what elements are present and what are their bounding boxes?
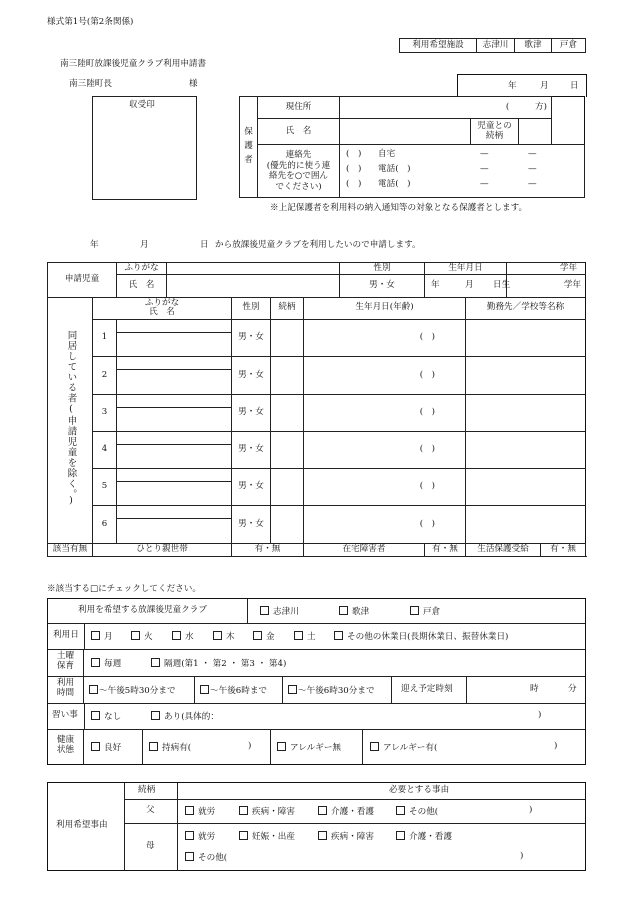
household-relation-field[interactable] [271, 320, 304, 357]
pickup-hour-unit: 時 [530, 684, 539, 694]
sat-option-label: 毎週 [104, 659, 122, 669]
contact-dash-1a: — [480, 149, 489, 160]
status-disabled: 在宅障害者 [304, 543, 425, 556]
club-option-label: 歌津 [352, 607, 370, 617]
reason-father-row [124, 799, 585, 824]
health-chronic-cell [142, 729, 271, 764]
club-option-shizugawa[interactable] [260, 606, 299, 618]
reason-label: 利用希望事由 [56, 820, 108, 830]
checkbox-icon [91, 631, 100, 640]
lesson-option-label: あり(具体的： [164, 712, 219, 722]
household-row-no: 6 [93, 506, 117, 543]
household-sex-header: 性別 [232, 297, 271, 319]
checkbox-icon [185, 852, 194, 861]
guardian-section-text: 保護者 [244, 127, 253, 165]
mother-other-close: ) [520, 851, 524, 861]
household-furigana-header: ふりがな [144, 297, 180, 308]
household-row-no: 5 [93, 469, 117, 506]
household-relation-field[interactable] [271, 506, 304, 543]
status-label: 該当有無 [48, 543, 93, 556]
reason-option-label: 就労 [198, 807, 216, 817]
form-title: 南三陸町放課後児童クラブ利用申請書 [60, 59, 207, 69]
contact-dash-2a: — [480, 164, 489, 175]
contact-extra [552, 145, 585, 198]
pickup-label: 迎え予定時刻 [401, 684, 453, 694]
contact-dash-2b: — [528, 164, 537, 175]
child-birth-day: 日生 [493, 279, 511, 290]
time-until-600[interactable] [200, 685, 267, 697]
child-label: 申請児童 [48, 263, 117, 298]
checkbox-icon [213, 631, 222, 640]
time-label-2: 時間 [56, 688, 75, 699]
father-work[interactable] [185, 806, 215, 818]
lesson-label-cell [48, 703, 85, 729]
father-care[interactable] [318, 806, 374, 818]
health-option-label: 良好 [104, 743, 122, 753]
guardian-relation-field[interactable] [519, 119, 552, 145]
lesson-none[interactable] [91, 711, 121, 723]
facility-tokura[interactable]: 戸倉 [552, 39, 586, 53]
contact-mark-3[interactable]: ( ) [346, 179, 362, 190]
household-age-field[interactable] [304, 357, 466, 394]
household-name-field[interactable] [117, 469, 232, 506]
reason-option-label: 疾病・障害 [252, 807, 295, 817]
apply-year: 年 [90, 240, 99, 250]
pickup-label-cell [391, 676, 467, 703]
health-allergy-close: ) [554, 741, 558, 751]
usage-club-row [48, 599, 585, 624]
reason-option-label: その他( [409, 807, 439, 817]
addressee-sama: 様 [189, 79, 198, 89]
sat-label-2: 保育 [56, 661, 75, 672]
status-single-parent: ひとり親世帯 [93, 543, 232, 556]
club-label: 利用を希望する放課後児童クラブ [78, 605, 207, 615]
checkbox-icon [294, 631, 303, 640]
contact-dash-3b: — [528, 179, 537, 190]
checkbox-icon [131, 631, 140, 640]
father-other[interactable] [396, 806, 438, 818]
pickup-minute-unit: 分 [568, 684, 577, 694]
checkbox-icon [260, 606, 269, 615]
status-disabled-value[interactable]: 有・無 [425, 543, 466, 556]
checkbox-icon [200, 685, 209, 694]
household-work-field[interactable] [466, 506, 586, 543]
day-label: 火 [144, 632, 153, 642]
sat-alternate-week[interactable] [151, 658, 286, 670]
household-birth-header: 生年月日(年齢) [304, 297, 466, 319]
father-label-cell [124, 799, 178, 823]
guardian-note: ※上記保護者を利用料の納入通知等の対象となる保護者とします。 [270, 203, 528, 213]
checkbox-icon [91, 711, 100, 720]
household-age-field[interactable] [304, 431, 466, 468]
contact-options[interactable] [340, 145, 552, 198]
usage-time-row [48, 676, 585, 704]
sat-option-label: 隔週(第1 ・ 第2 ・ 第3 ・ 第4) [164, 659, 287, 669]
reason-need-header: 必要とする事由 [389, 785, 450, 795]
day-fri[interactable] [253, 631, 275, 643]
household-relation-header: 続柄 [271, 297, 304, 319]
relation-label [471, 119, 519, 145]
time-option-cell [282, 676, 392, 703]
household-name-field[interactable] [117, 394, 232, 431]
contact-label [258, 145, 340, 198]
time-option-label: ～午後6時30分まで [298, 686, 375, 696]
apply-day: 日 [200, 240, 209, 250]
day-mon[interactable] [91, 631, 113, 643]
household-age-paren: ( ) [419, 406, 436, 417]
household-row [48, 320, 586, 357]
health-label-1: 健康 [56, 735, 75, 745]
day-label: 金 [266, 632, 275, 642]
relation-label-2: 続柄 [485, 130, 504, 141]
checkbox-icon [253, 631, 262, 640]
household-age-field[interactable] [304, 506, 466, 543]
child-furigana-field[interactable] [167, 263, 340, 275]
lesson-yes[interactable] [151, 711, 219, 723]
date-month: 月 [540, 81, 549, 91]
day-label: 木 [226, 632, 235, 642]
child-grade-label: 学年 [507, 263, 586, 275]
household-work-field[interactable] [466, 431, 586, 468]
child-birth-field[interactable] [425, 275, 511, 297]
check-note: ※該当する□にチェックしてください。 [47, 584, 201, 594]
apply-sentence: から放課後児童クラブを利用したいので申請します。 [215, 240, 421, 250]
household-age-field[interactable] [304, 394, 466, 431]
checkbox-icon [185, 806, 194, 815]
facility-shizugawa[interactable]: 志津川 [477, 39, 515, 53]
household-relation-field[interactable] [271, 469, 304, 506]
checkbox-icon [277, 742, 286, 751]
household-row-no: 4 [93, 431, 117, 468]
checkbox-icon [396, 831, 405, 840]
household-sex-value[interactable]: 男・女 [232, 320, 271, 357]
household-section-label [48, 297, 93, 543]
day-tue[interactable] [131, 631, 153, 643]
address-field[interactable] [340, 97, 552, 119]
household-age-paren: ( ) [419, 369, 436, 380]
household-row [48, 469, 586, 506]
mother-care[interactable] [396, 831, 452, 843]
checkbox-icon [185, 831, 194, 840]
child-grade-value: 学年 [563, 280, 582, 291]
health-allergy[interactable] [370, 742, 437, 754]
apply-month: 月 [140, 240, 149, 250]
reason-label-cell [48, 783, 125, 870]
household-sex-value[interactable]: 男・女 [232, 506, 271, 543]
checkbox-icon [334, 631, 343, 640]
child-name-label: 氏 名 [117, 275, 167, 297]
form-number: 様式第1号(第2条関係) [47, 17, 134, 27]
household-sex-value[interactable]: 男・女 [232, 431, 271, 468]
household-name-field[interactable] [117, 357, 232, 394]
date-day: 日 [570, 81, 579, 91]
club-label-cell [48, 599, 248, 623]
child-sex-label: 性別 [340, 263, 425, 275]
household-age-paren: ( ) [419, 481, 436, 492]
checkbox-icon [239, 806, 248, 815]
address-label: 現住所 [258, 97, 340, 119]
contact-home: 自宅 [378, 149, 396, 160]
guardian-table [239, 96, 585, 198]
reason-relation-header: 続柄 [138, 785, 156, 795]
child-sex-value[interactable]: 男・女 [340, 275, 425, 297]
contact-dash-1b: — [528, 149, 537, 160]
household-age-paren: ( ) [419, 518, 436, 529]
day-label: その他の休業日(長期休業日、振替休業日) [347, 632, 509, 642]
household-row [48, 394, 586, 431]
days-label-cell [48, 623, 85, 649]
checkbox-icon [288, 685, 297, 694]
contact-label-1: 連絡先 [285, 149, 312, 160]
sat-label-1: 土曜 [56, 651, 75, 661]
status-welfare: 生活保護受給 [466, 543, 541, 556]
lesson-option-label: なし [104, 712, 122, 722]
reason-option-label: 妊娠・出産 [252, 832, 295, 842]
household-relation-field[interactable] [271, 394, 304, 431]
father-label: 父 [146, 805, 155, 815]
mother-pregnancy[interactable] [239, 831, 295, 843]
health-no-allergy[interactable] [277, 742, 341, 754]
contact-label-4: でください) [275, 181, 322, 192]
health-chronic-close: ) [248, 741, 252, 751]
health-option-label: アレルギー有( [383, 743, 438, 753]
usage-days-row [48, 623, 585, 650]
contact-mark-1[interactable]: ( ) [346, 149, 362, 160]
facility-label: 利用希望施設 [400, 39, 477, 53]
checkbox-icon [91, 658, 100, 667]
contact-dash-3a: — [480, 179, 489, 190]
sat-every-week[interactable] [91, 658, 121, 670]
household-row [48, 357, 586, 394]
checkbox-icon [396, 806, 405, 815]
health-chronic[interactable] [149, 742, 191, 754]
household-row-no: 2 [93, 357, 117, 394]
checkbox-icon [370, 742, 379, 751]
household-work-field[interactable] [466, 469, 586, 506]
health-label-cell [48, 729, 84, 764]
contact-label-3: 絡先を○で囲ん [268, 171, 329, 182]
father-illness[interactable] [239, 806, 295, 818]
child-birth-year: 年 [431, 279, 440, 290]
checkbox-icon [339, 606, 348, 615]
application-date[interactable] [457, 74, 587, 97]
name-label: 氏 名 [258, 119, 340, 145]
checkbox-icon [239, 831, 248, 840]
household-row [48, 431, 586, 468]
guardian-name-field[interactable] [340, 119, 471, 145]
health-no-allergy-cell [270, 729, 363, 764]
household-row-no: 1 [93, 320, 117, 357]
mother-other[interactable] [185, 852, 227, 864]
child-name-field[interactable] [167, 275, 340, 297]
checkbox-icon [318, 831, 327, 840]
usage-lesson-row [48, 703, 585, 730]
checkbox-icon [151, 711, 160, 720]
mother-illness[interactable] [318, 831, 374, 843]
time-until-630[interactable] [288, 685, 375, 697]
reason-table [47, 782, 586, 871]
reason-header [124, 783, 585, 800]
usage-health-row [48, 729, 585, 764]
lesson-close-paren: ) [538, 710, 542, 720]
day-label: 月 [104, 632, 113, 642]
household-work-field[interactable] [466, 320, 586, 357]
household-work-header: 勤務先／学校等名称 [466, 297, 586, 319]
club-option-utatsu[interactable] [339, 606, 369, 618]
time-until-530[interactable] [89, 685, 176, 697]
health-good-cell [84, 729, 143, 764]
household-sex-value[interactable]: 男・女 [232, 357, 271, 394]
checkbox-icon [172, 631, 181, 640]
club-option-tokura[interactable] [410, 606, 440, 618]
day-label: 土 [307, 632, 316, 642]
day-thu[interactable] [213, 631, 235, 643]
reason-option-label: 疾病・障害 [331, 832, 374, 842]
child-birth-month: 月 [465, 279, 474, 290]
household-age-paren: ( ) [419, 332, 436, 343]
receipt-label: 収受印 [129, 100, 155, 110]
time-label-cell [48, 676, 84, 703]
day-label: 水 [185, 632, 194, 642]
reason-option-label: 就労 [198, 832, 216, 842]
household-name-header [93, 297, 232, 319]
household-sex-value[interactable]: 男・女 [232, 469, 271, 506]
reason-mother-row [124, 823, 585, 870]
household-name-header-text: 氏 名 [149, 307, 175, 318]
household-name-field[interactable] [117, 506, 232, 543]
mother-work[interactable] [185, 831, 215, 843]
day-sat[interactable] [294, 631, 316, 643]
status-single-parent-value[interactable]: 有・無 [232, 543, 304, 556]
household-age-paren: ( ) [419, 444, 436, 455]
child-grade-field[interactable] [507, 275, 586, 297]
time-label-1: 利用 [56, 678, 75, 688]
date-year: 年 [508, 81, 517, 91]
club-option-label: 戸倉 [423, 607, 441, 617]
address-paren: ( 方) [505, 101, 547, 112]
checkbox-icon [89, 685, 98, 694]
facility-utatsu[interactable]: 歌津 [515, 39, 552, 53]
mother-label-cell [124, 823, 178, 870]
household-row-no: 3 [93, 394, 117, 431]
contact-phone-1: 電話( ) [378, 164, 411, 175]
household-section-text: 同居している者(申請児童を除く。) [65, 329, 77, 507]
household-age-field[interactable] [304, 320, 466, 357]
time-option-cell [84, 676, 195, 703]
child-birth-label: 生年月日 [425, 263, 507, 275]
health-good[interactable] [91, 742, 121, 754]
lesson-label: 習い事 [52, 710, 78, 720]
health-label-2: 状態 [56, 745, 75, 756]
usage-table [47, 598, 586, 765]
household-row [48, 506, 586, 543]
sat-label-cell [48, 649, 84, 676]
checkbox-icon [318, 806, 327, 815]
household-work-field[interactable] [466, 357, 586, 394]
father-other-close: ) [529, 805, 533, 815]
time-option-label: ～午後6時まで [210, 686, 268, 696]
time-option-label: ～午後5時30分まで [99, 686, 176, 696]
checkbox-icon [151, 658, 160, 667]
checkbox-icon [410, 606, 419, 615]
contact-label-2: (優先的に使う連 [266, 160, 331, 171]
reason-option-label: その他( [198, 853, 228, 863]
receipt-stamp-box [92, 96, 197, 200]
relation-label-1: 児童との [477, 120, 512, 131]
household-work-field[interactable] [466, 394, 586, 431]
health-option-label: 持病有( [162, 743, 192, 753]
checkbox-icon [149, 742, 158, 751]
reason-option-label: 介護・看護 [331, 807, 374, 817]
household-relation-field[interactable] [271, 431, 304, 468]
checkbox-icon [91, 742, 100, 751]
contact-phone-2: 電話( ) [378, 179, 411, 190]
addressee: 南三陸町長 [69, 79, 112, 89]
health-option-label: アレルギー無 [290, 743, 342, 753]
household-relation-field[interactable] [271, 357, 304, 394]
day-other-holidays[interactable] [334, 631, 508, 643]
status-welfare-value[interactable]: 有・無 [541, 543, 586, 556]
reason-option-label: 介護・看護 [409, 832, 452, 842]
household-sex-value[interactable]: 男・女 [232, 394, 271, 431]
household-name-field[interactable] [117, 431, 232, 468]
reason-relation-cell [124, 783, 178, 799]
usage-saturday-row [48, 649, 585, 677]
contact-mark-2[interactable]: ( ) [346, 164, 362, 175]
mother-label: 母 [146, 841, 155, 851]
household-name-field[interactable] [117, 320, 232, 357]
facility-table [399, 38, 586, 53]
time-option-cell [194, 676, 283, 703]
household-age-field[interactable] [304, 469, 466, 506]
day-wed[interactable] [172, 631, 194, 643]
days-label: 利用日 [53, 630, 79, 640]
guardian-section-label [240, 97, 258, 198]
club-option-label: 志津川 [273, 607, 299, 617]
child-furigana-label: ふりがな [117, 263, 167, 275]
child-household-table [47, 262, 586, 557]
